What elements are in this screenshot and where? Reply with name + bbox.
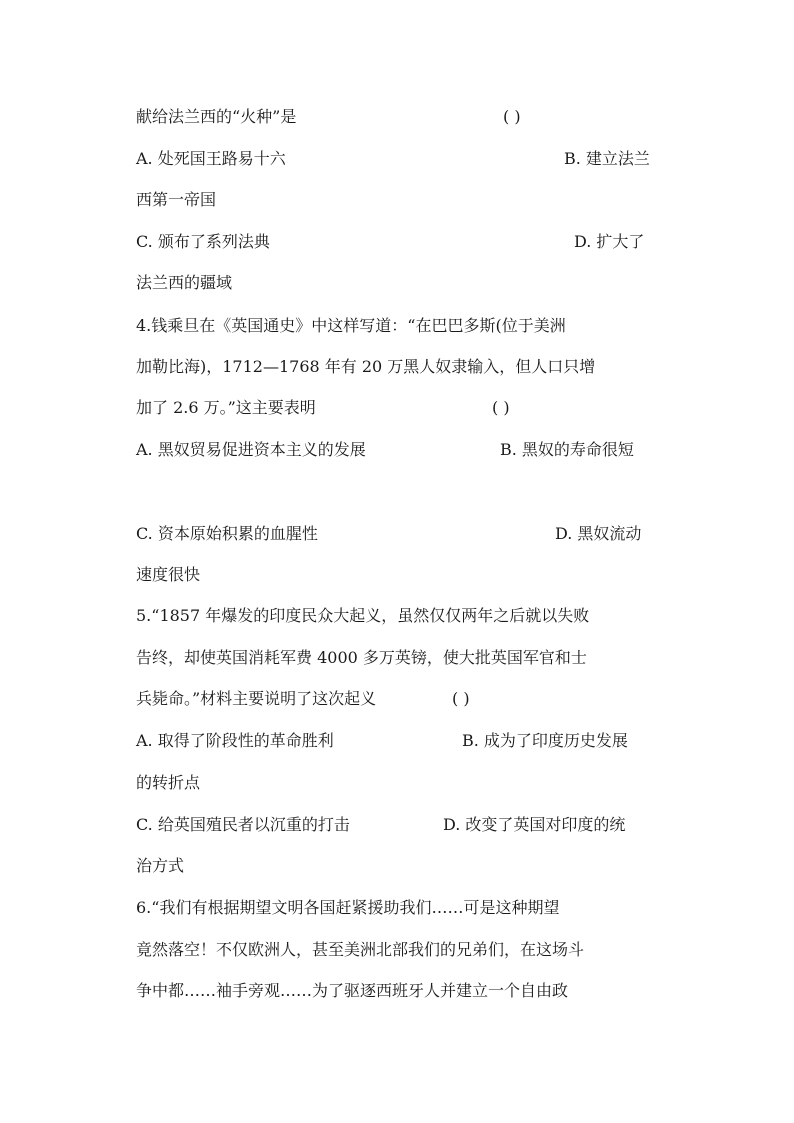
q4-option-d-part2: 速度很快 [136, 565, 201, 584]
q6-stem-line3: 争中都……袖手旁观……为了驱逐西班牙人并建立一个自由政 [136, 981, 569, 1000]
q3-option-d-part2: 法兰西的疆域 [136, 273, 233, 292]
q5-stem-line3: 兵毙命。”材料主要说明了这次起义 [136, 689, 377, 708]
q5-option-d-part2: 治方式 [136, 856, 185, 875]
q5-option-b-part1: B. 成为了印度历史发展 [462, 731, 628, 750]
q5-stem-line1: 5.“1857 年爆发的印度民众大起义，虽然仅仅两年之后就以失败 [136, 606, 590, 625]
q5-option-b-part2: 的转折点 [136, 773, 201, 792]
q5-option-c: C. 给英国殖民者以沉重的打击 [136, 815, 350, 834]
q4-stem-line1: 4.钱乘旦在《英国通史》中这样写道：“在巴巴多斯(位于美洲 [136, 316, 566, 335]
q3-option-b-part1: B. 建立法兰 [564, 149, 650, 168]
q5-option-d-part1: D. 改变了英国对印度的统 [443, 815, 626, 834]
q6-stem-line2: 竟然落空！不仅欧洲人，甚至美洲北部我们的兄弟们，在这场斗 [136, 940, 585, 959]
q3-stem-tail: 献给法兰西的“火种”是 [136, 107, 297, 126]
q5-stem-line2: 告终，却使英国消耗军费 4000 多万英镑，使大批英国军官和士 [136, 648, 587, 667]
q3-answer-paren: ( ) [503, 107, 521, 126]
q4-stem-line3: 加了 2.6 万。”这主要表明 [136, 398, 316, 417]
q4-option-c: C. 资本原始积累的血腥性 [136, 524, 318, 543]
q4-option-d-part1: D. 黑奴流动 [555, 524, 642, 543]
q5-answer-paren: ( ) [452, 689, 470, 708]
q3-option-d-part1: D. 扩大了 [574, 232, 645, 251]
q4-option-b: B. 黑奴的寿命很短 [500, 440, 634, 459]
q3-option-b-part2: 西第一帝国 [136, 190, 217, 209]
q4-answer-paren: ( ) [492, 398, 510, 417]
q3-option-a: A. 处死国王路易十六 [136, 149, 286, 168]
q5-option-a: A. 取得了阶段性的革命胜利 [136, 731, 334, 750]
q3-option-c: C. 颁布了系列法典 [136, 232, 270, 251]
q4-option-a: A. 黑奴贸易促进资本主义的发展 [136, 440, 366, 459]
q4-stem-line2: 加勒比海)，1712—1768 年有 20 万黑人奴隶输入，但人口只增 [136, 357, 596, 376]
q6-stem-line1: 6.“我们有根据期望文明各国赶紧援助我们……可是这种期望 [136, 898, 560, 917]
